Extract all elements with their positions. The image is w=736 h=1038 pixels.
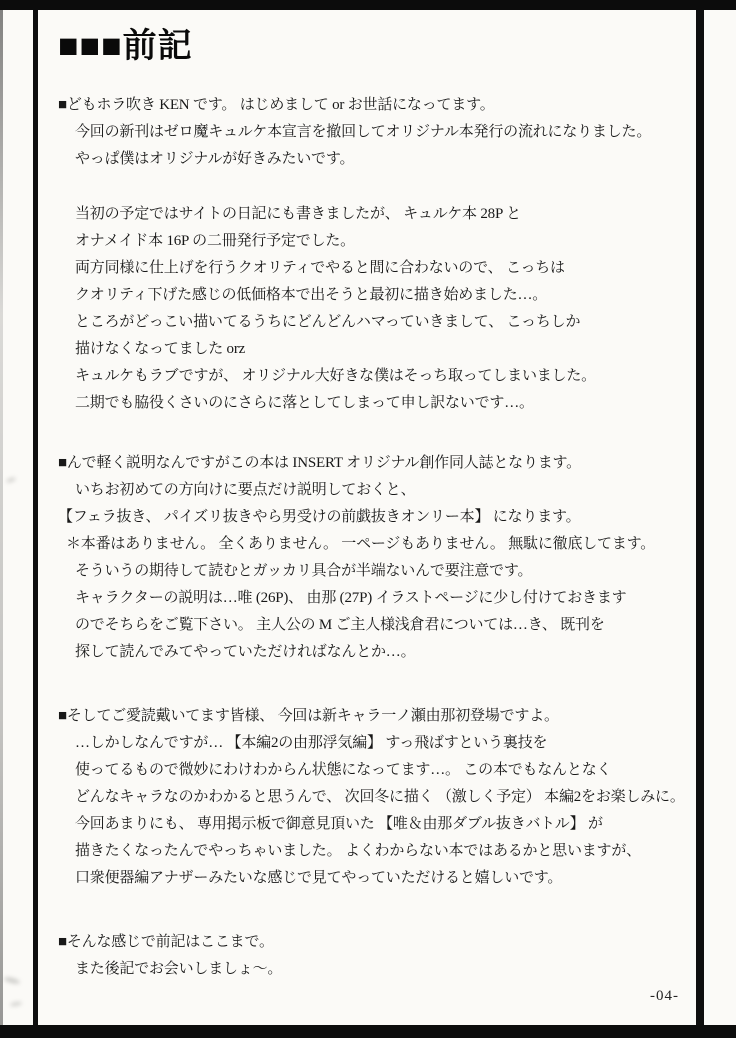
text-line: 探して読んでみてやっていただければなんとか…。 bbox=[75, 644, 416, 660]
text-line: オナメイド本 16P の二冊発行予定でした。 bbox=[75, 233, 355, 249]
page-border-left bbox=[33, 10, 38, 1025]
paragraph-intro bbox=[58, 92, 698, 173]
text-line: ところがどっこい描いてるうちにどんどんハマっていきまして、 こっちしか bbox=[75, 314, 581, 330]
text-line: 今回の新刊はゼロ魔キュルケ本宣言を撤回してオリジナル本発行の流れになりました。 bbox=[75, 124, 652, 140]
text-line: 使ってるもので微妙にわけわからん状態になってます…。 この本でもなんとなく bbox=[75, 762, 612, 778]
text-line: ＊本番はありません。 全くありません。 一ページもありません。 無駄に徹底してます。 bbox=[66, 536, 656, 552]
text-line: 口衆便器編アナザーみたいな感じで見てやっていただけると嬉しいです。 bbox=[75, 870, 563, 886]
page-number: -04- bbox=[650, 988, 679, 1004]
paragraph-closing bbox=[58, 929, 698, 983]
text-line: クオリティ下げた感じの低価格本で出そうと最初に描き始めました…。 bbox=[75, 287, 548, 303]
foreword-body bbox=[58, 26, 698, 983]
text-line: ■んで軽く説明なんですがこの本は INSERT オリジナル創作同人誌となります。 bbox=[58, 455, 581, 471]
text-line: …しかしなんですが… 【本編2の由那浮気編】 すっ飛ばすという裏技を bbox=[75, 735, 548, 751]
page-border-bottom bbox=[0, 1025, 736, 1038]
scan-smudge bbox=[6, 476, 17, 483]
text-line: 両方同様に仕上げを行うクオリティでやると間に合わないので、 こっちは bbox=[75, 260, 565, 276]
text-line: 今回あまりにも、 専用掲示板で御意見頂いた 【唯＆由那ダブル抜きバトル】 が bbox=[75, 816, 603, 832]
text-line: のでそちらをご覧下さい。 主人公の M ご主人様浅倉君については…き、 既刊を bbox=[75, 617, 605, 633]
text-line: やっぱ僕はオリジナルが好きみたいです。 bbox=[75, 151, 355, 167]
text-line: キュルケもラブですが、 オリジナル大好きな僕はそっち取ってしまいました。 bbox=[75, 368, 596, 384]
scan-smudge bbox=[10, 1001, 23, 1007]
text-line: 二期でも脇役くさいのにさらに落としてしまって申し訳ないです…。 bbox=[75, 395, 534, 411]
page-title: ■■■前記 bbox=[58, 28, 193, 65]
paragraph-explanation bbox=[58, 450, 698, 666]
scan-edge-shadow bbox=[0, 10, 3, 1025]
text-line: 描きたくなったんでやっちゃいました。 よくわからない本ではあるかと思いますが、 bbox=[75, 843, 641, 859]
scan-smudge bbox=[4, 976, 21, 985]
text-line: また後記でお会いしましょ～。 bbox=[75, 961, 283, 977]
text-line: 当初の予定ではサイトの日記にも書きましたが、 キュルケ本 28P と bbox=[75, 206, 521, 222]
text-line: いちお初めての方向けに要点だけ説明しておくと、 bbox=[75, 482, 416, 498]
text-line: キャラクターの説明は…唯 (26P)、 由那 (27P) イラストページに少し付けておきます bbox=[75, 590, 627, 606]
page-border-top bbox=[0, 0, 736, 10]
text-line: ■どもホラ吹き KEN です。 はじめまして or お世話になってます。 bbox=[58, 97, 495, 113]
text-line: 【フェラ抜き、 パイズリ抜きやら男受けの前戯抜きオンリー本】 になります。 bbox=[58, 509, 581, 525]
text-line: ■そんな感じで前記はここまで。 bbox=[58, 934, 274, 950]
text-line: 描けなくなってました orz bbox=[75, 341, 246, 357]
paragraph-new-character bbox=[58, 703, 698, 892]
text-line: そういうの期待して読むとガッカリ具合が半端ないんで要注意です。 bbox=[75, 563, 533, 579]
text-line: どんなキャラなのかわかると思うんで、 次回冬に描く （激しく予定） 本編2をお楽しみに。 bbox=[75, 789, 685, 805]
text-line: ■そしてご愛読戴いてます皆様、 今回は新キャラ一ノ瀬由那初登場ですよ。 bbox=[58, 708, 559, 724]
paragraph-plans bbox=[58, 201, 698, 417]
